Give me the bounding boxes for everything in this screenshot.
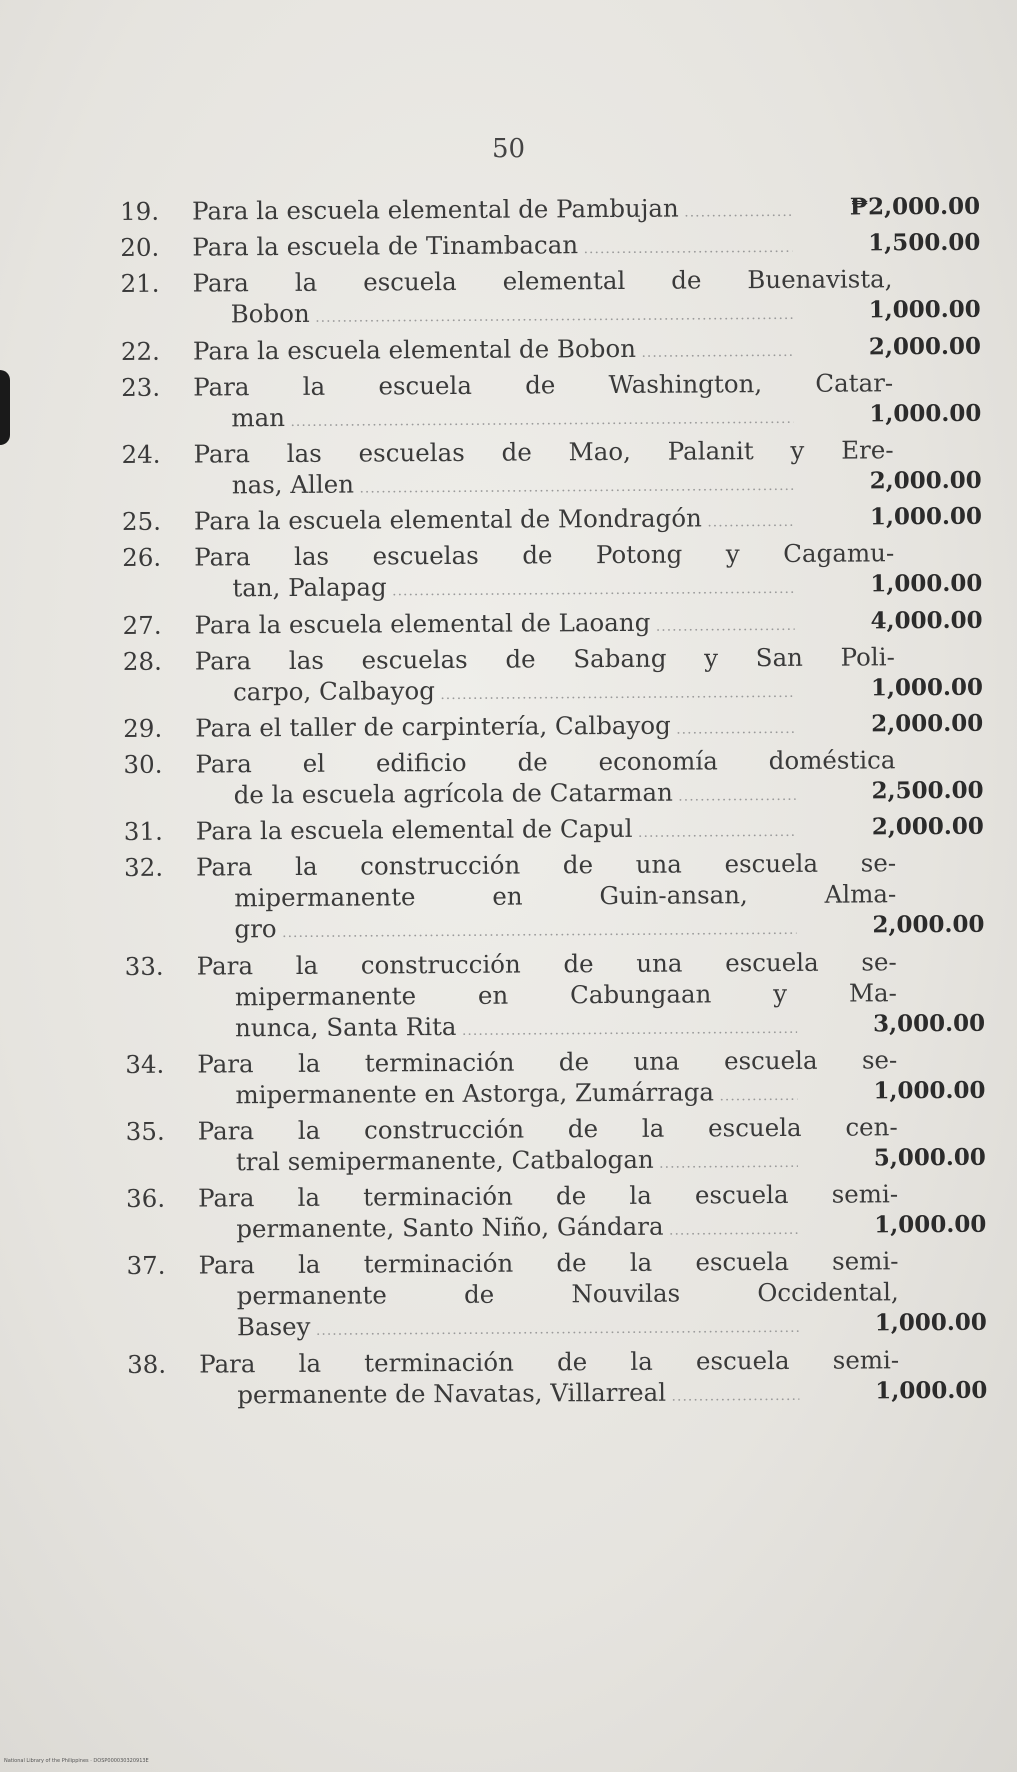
item-description-line: tral semipermanente, Catbalogan ..... bbox=[236, 1143, 798, 1176]
item-description-line: permanente de Navatas, Villarreal ..... bbox=[237, 1375, 799, 1408]
item-description-line: Para la construcción de la escuela cen- bbox=[197, 1112, 898, 1146]
item-amount: 2,000.00 bbox=[868, 332, 982, 360]
item-amount: 1,000.00 bbox=[869, 502, 983, 531]
item-description-line: Para las escuelas de Mao, Palanit y Ere- bbox=[193, 435, 894, 469]
item-number: 28. bbox=[122, 646, 162, 676]
item-description-line: Para las escuelas de Sabang y San Poli- bbox=[194, 641, 895, 676]
item-description-line: Para la escuela elemental de Bobon ..... bbox=[193, 331, 793, 365]
item-description-line: mipermanente en Guin-ansan, Alma- bbox=[234, 879, 897, 913]
item-amount: ₱2,000.00 bbox=[849, 192, 981, 221]
appropriation-item bbox=[126, 1245, 987, 1343]
item-number: 21. bbox=[120, 269, 160, 299]
appropriation-item bbox=[125, 1044, 985, 1111]
item-amount: 2,500.00 bbox=[871, 776, 984, 805]
item-description-line: Para la escuela de Tinambacan ..... bbox=[192, 228, 792, 262]
item-description-line: carpo, Calbayog ..... bbox=[233, 673, 795, 706]
appropriation-item bbox=[122, 501, 982, 537]
item-description-line: nunca, Santa Rita ..... bbox=[235, 1009, 797, 1042]
item-number: 29. bbox=[123, 713, 163, 743]
item-description-line: Para la escuela elemental de Capul ..... bbox=[196, 812, 796, 846]
item-description-line: Para la escuela elemental de Pambujan ..... bbox=[192, 192, 792, 226]
item-description-line: permanente de Nouvilas Occidental, bbox=[236, 1277, 899, 1311]
item-description-line: Para la construcción de una escuela se- bbox=[196, 848, 897, 882]
page-edge-mark bbox=[0, 370, 10, 445]
item-description-line: mipermanente en Astorga, Zumárraga ..... bbox=[235, 1076, 797, 1109]
item-amount: 5,000.00 bbox=[873, 1143, 986, 1172]
item-description-line: Para la escuela elemental de Mondragón ..... bbox=[194, 502, 794, 536]
item-description-line: Para la terminación de una escuela se- bbox=[197, 1045, 898, 1079]
item-amount: 1,000.00 bbox=[870, 570, 983, 598]
appropriation-item bbox=[126, 1178, 986, 1245]
appropriation-item bbox=[122, 537, 982, 604]
item-number: 20. bbox=[120, 232, 160, 263]
item-amount: 1,000.00 bbox=[870, 673, 984, 702]
item-description-line: Para la terminación de la escuela semi- bbox=[198, 1179, 899, 1213]
item-description-line: Para la escuela de Washington, Catar- bbox=[193, 368, 894, 402]
appropriation-item bbox=[123, 640, 983, 707]
item-number: 23. bbox=[121, 372, 161, 402]
appropriation-item bbox=[127, 1343, 987, 1410]
appropriation-item bbox=[124, 847, 985, 945]
appropriation-item bbox=[120, 191, 980, 227]
appropriation-item bbox=[121, 366, 981, 433]
appropriation-item bbox=[126, 1111, 986, 1178]
item-amount: 4,000.00 bbox=[870, 606, 983, 634]
page-number: 50 bbox=[491, 134, 526, 164]
item-amount: 2,000.00 bbox=[871, 709, 984, 738]
item-number: 22. bbox=[120, 336, 161, 366]
item-amount: 2,000.00 bbox=[871, 812, 984, 841]
item-number: 25. bbox=[121, 506, 162, 537]
item-description-line: Bobon ..... bbox=[231, 295, 793, 328]
item-amount: 1,000.00 bbox=[874, 1210, 987, 1239]
item-number: 38. bbox=[127, 1349, 167, 1379]
appropriation-item bbox=[121, 434, 981, 501]
item-number: 35. bbox=[125, 1116, 165, 1146]
item-number: 24. bbox=[121, 439, 161, 469]
item-number: 31. bbox=[123, 817, 163, 847]
item-number: 33. bbox=[124, 951, 164, 981]
item-description-line: Para la construcción de una escuela se- bbox=[196, 946, 897, 981]
item-amount: 2,000.00 bbox=[869, 466, 982, 495]
item-description-line: de la escuela agrícola de Catarman ..... bbox=[234, 776, 796, 809]
item-number: 37. bbox=[126, 1251, 166, 1281]
appropriation-item bbox=[123, 744, 983, 811]
appropriation-item bbox=[120, 263, 980, 330]
item-description-line: Para la terminación de la escuela semi- bbox=[199, 1344, 900, 1379]
item-description-line: permanente, Santo Niño, Gándara ..... bbox=[236, 1210, 798, 1243]
item-description-line: tan, Palapag ..... bbox=[232, 569, 794, 602]
item-amount: 3,000.00 bbox=[872, 1009, 986, 1038]
appropriation-item bbox=[123, 708, 983, 744]
item-number: 34. bbox=[125, 1049, 165, 1079]
appropriation-item bbox=[125, 945, 986, 1043]
item-description-line: Para el taller de carpintería, Calbayog ..... bbox=[195, 709, 795, 743]
item-description-line: man ..... bbox=[231, 399, 793, 432]
item-description-line: Para la escuela elemental de Buenavista, bbox=[192, 264, 893, 298]
appropriation-item bbox=[121, 330, 981, 366]
item-number: 32. bbox=[124, 853, 164, 883]
item-description-line: Basey ..... bbox=[237, 1308, 799, 1341]
item-description-line: mipermanente en Cabungaan y Ma- bbox=[234, 977, 897, 1011]
item-description-line: nas, Allen ..... bbox=[232, 466, 794, 499]
item-amount: 2,000.00 bbox=[872, 911, 985, 939]
item-number: 26. bbox=[122, 543, 162, 573]
item-description-line: Para el edificio de economía doméstica bbox=[195, 745, 896, 779]
appropriation-list bbox=[120, 191, 987, 1416]
item-amount: 1,500.00 bbox=[868, 228, 981, 257]
appropriation-item bbox=[120, 227, 980, 263]
item-description-line: Para la terminación de la escuela semi- bbox=[198, 1246, 899, 1280]
item-amount: 1,000.00 bbox=[873, 1076, 986, 1105]
item-amount: 1,000.00 bbox=[874, 1309, 987, 1337]
item-description-line: Para las escuelas de Potong y Cagamu- bbox=[194, 538, 895, 572]
item-number: 27. bbox=[122, 610, 162, 640]
item-amount: 1,000.00 bbox=[868, 296, 981, 324]
appropriation-item bbox=[124, 811, 984, 847]
item-amount: 1,000.00 bbox=[869, 399, 982, 428]
item-number: 36. bbox=[126, 1183, 166, 1214]
appropriation-item bbox=[123, 604, 983, 640]
item-description-line: gro ..... bbox=[234, 911, 796, 944]
archive-footer: National Library of the Philippines · DOSP000030320913E bbox=[4, 1758, 149, 1764]
item-number: 19. bbox=[120, 196, 160, 226]
item-amount: 1,000.00 bbox=[875, 1376, 988, 1404]
item-number: 30. bbox=[123, 749, 163, 780]
item-description-line: Para la escuela elemental de Laoang ..... bbox=[195, 605, 795, 639]
